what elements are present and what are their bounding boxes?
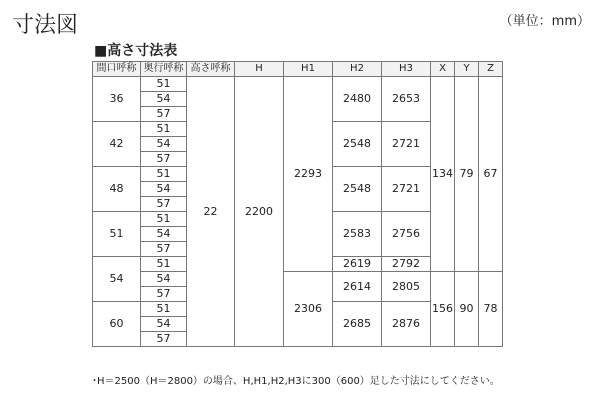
h-cell: 2200 xyxy=(235,77,284,347)
header-h3: H3 xyxy=(382,62,431,77)
header-frontage: 間口呼称 xyxy=(93,62,141,77)
h3-cell: 2721 xyxy=(382,122,431,167)
h1-upper-cell: 2293 xyxy=(284,77,333,272)
frontage-cell: 48 xyxy=(93,167,141,212)
x-lower-cell: 156 xyxy=(431,272,455,347)
header-h1: H1 xyxy=(284,62,333,77)
depth-cell: 51 xyxy=(141,77,187,92)
height-name-cell: 22 xyxy=(187,77,235,347)
depth-cell: 57 xyxy=(141,197,187,212)
h2-cell: 2583 xyxy=(333,212,382,257)
depth-cell: 57 xyxy=(141,152,187,167)
h3-cell: 2653 xyxy=(382,77,431,122)
z-lower-cell: 78 xyxy=(479,272,503,347)
h2-cell: 2548 xyxy=(333,167,382,212)
h3-cell: 2721 xyxy=(382,167,431,212)
x-upper-cell: 134 xyxy=(431,77,455,272)
frontage-cell: 51 xyxy=(93,212,141,257)
depth-cell: 54 xyxy=(141,92,187,107)
frontage-cell: 54 xyxy=(93,257,141,302)
depth-cell: 51 xyxy=(141,257,187,272)
h3-cell: 2756 xyxy=(382,212,431,257)
h3-cell: 2876 xyxy=(382,302,431,347)
depth-cell: 54 xyxy=(141,137,187,152)
unit-note: （単位：mm） xyxy=(499,14,590,29)
depth-cell: 51 xyxy=(141,302,187,317)
height-dimension-table xyxy=(92,61,503,347)
depth-cell: 54 xyxy=(141,317,187,332)
y-upper-cell: 79 xyxy=(455,77,479,272)
depth-cell: 51 xyxy=(141,122,187,137)
header-height-name: 高さ呼称 xyxy=(187,62,235,77)
depth-cell: 54 xyxy=(141,272,187,287)
depth-cell: 54 xyxy=(141,227,187,242)
depth-cell: 51 xyxy=(141,212,187,227)
h3-cell: 2805 xyxy=(382,272,431,302)
header-row xyxy=(93,62,503,77)
header-h2: H2 xyxy=(333,62,382,77)
frontage-cell: 42 xyxy=(93,122,141,167)
h2-cell: 2480 xyxy=(333,77,382,122)
depth-cell: 51 xyxy=(141,167,187,182)
depth-cell: 57 xyxy=(141,242,187,257)
footnote: ･H＝2500（H＝2800）の場合、H,H1,H2,H3に300（600）足した寸法にしてください。 xyxy=(92,376,500,387)
h2-cell: 2548 xyxy=(333,122,382,167)
page-title: 寸法図 xyxy=(12,13,79,38)
h2-cell: 2619 xyxy=(333,257,382,272)
frontage-cell: 36 xyxy=(93,77,141,122)
header-h: H xyxy=(235,62,284,77)
header-x: X xyxy=(431,62,455,77)
frontage-cell: 60 xyxy=(93,302,141,347)
table-row xyxy=(93,272,503,287)
y-lower-cell: 90 xyxy=(455,272,479,347)
table-row xyxy=(93,77,503,92)
h2-cell: 2685 xyxy=(333,302,382,347)
depth-cell: 54 xyxy=(141,182,187,197)
header-y: Y xyxy=(455,62,479,77)
z-upper-cell: 67 xyxy=(479,77,503,272)
header-z: Z xyxy=(479,62,503,77)
depth-cell: 57 xyxy=(141,332,187,347)
h1-lower-cell: 2306 xyxy=(284,272,333,347)
h3-cell: 2792 xyxy=(382,257,431,272)
h2-cell: 2614 xyxy=(333,272,382,302)
depth-cell: 57 xyxy=(141,287,187,302)
header-depth: 奥行呼称 xyxy=(141,62,187,77)
table-title: ■高さ寸法表 xyxy=(94,43,178,59)
depth-cell: 57 xyxy=(141,107,187,122)
